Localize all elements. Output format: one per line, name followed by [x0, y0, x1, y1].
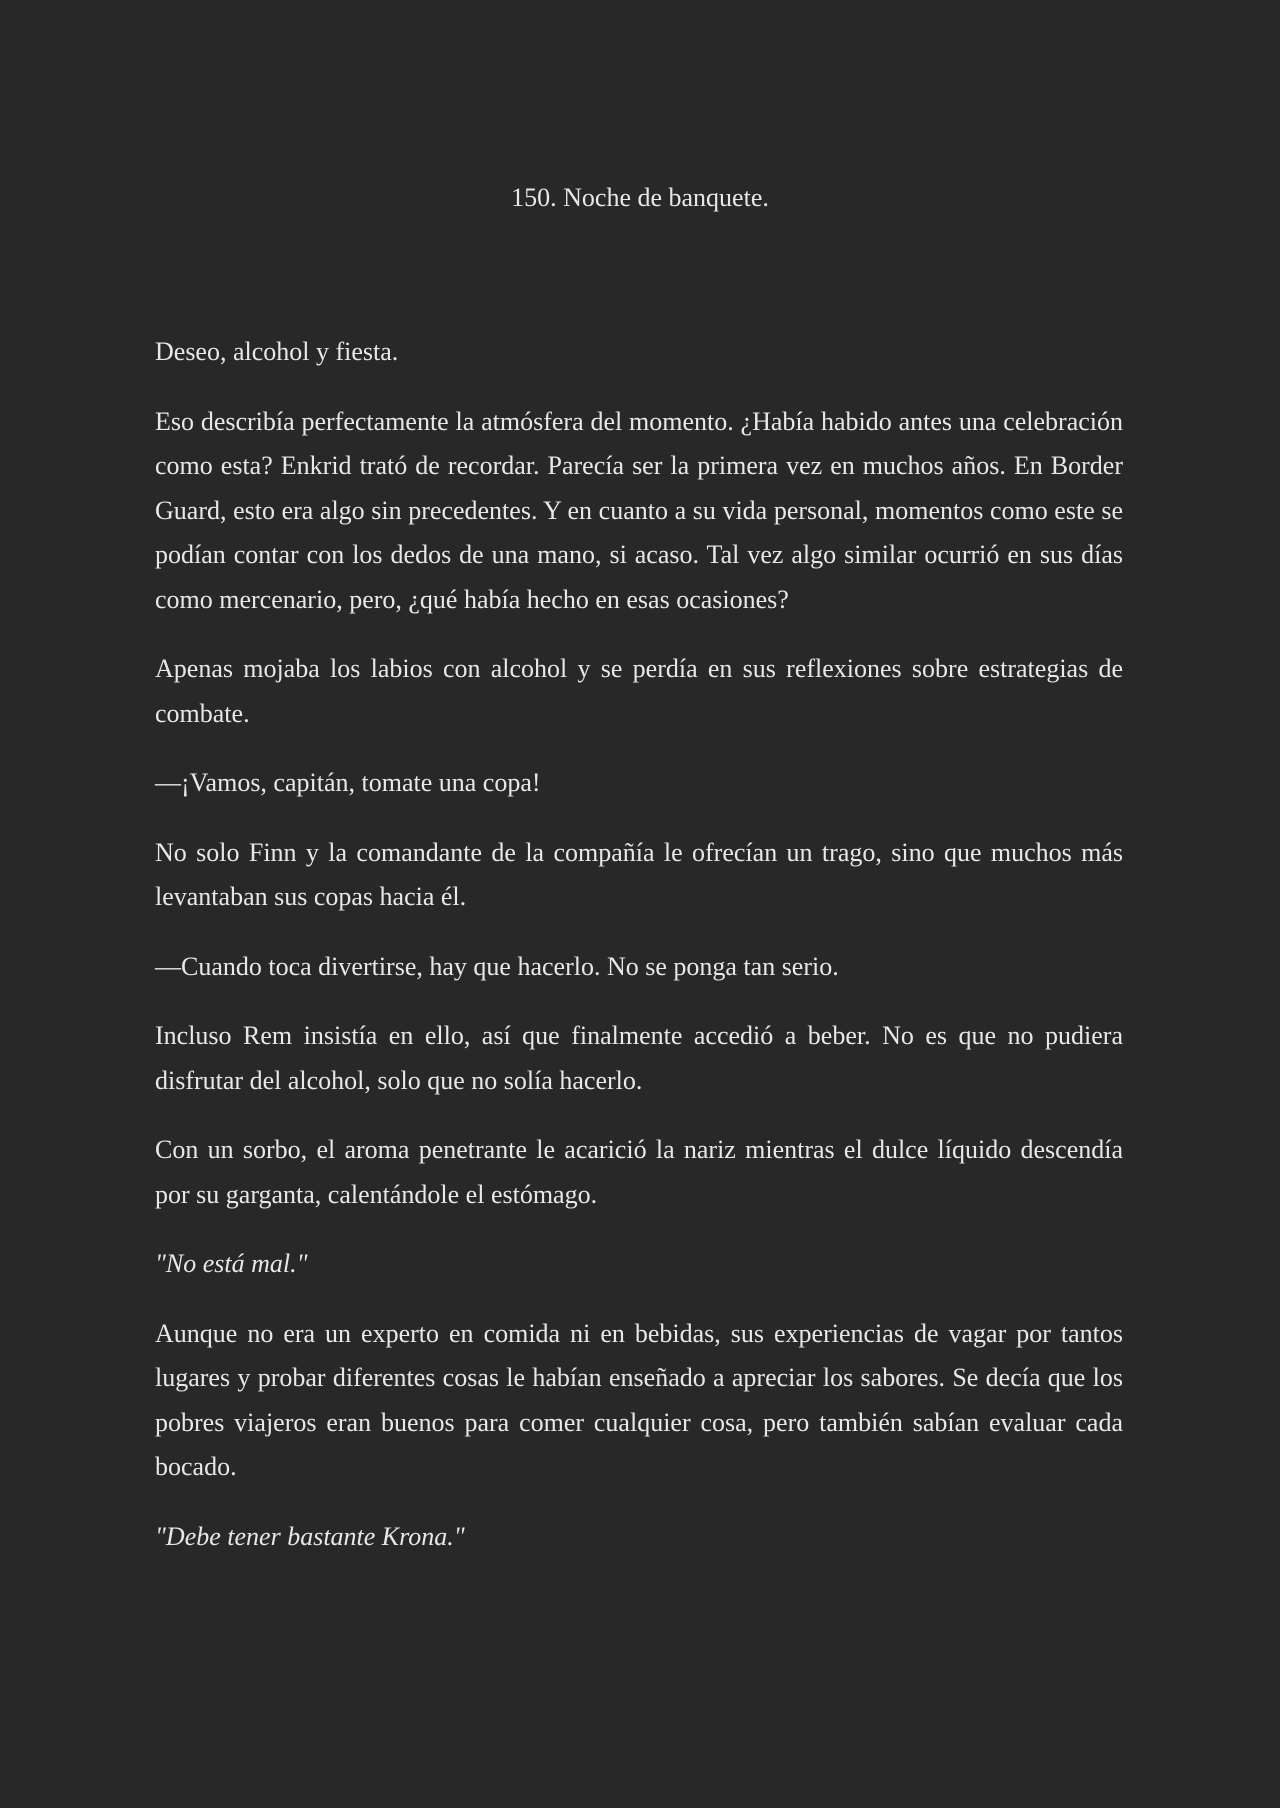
- paragraph: Deseo, alcohol y fiesta.: [155, 337, 399, 366]
- paragraph: Eso describía perfectamente la atmósfera del momento. ¿Había habido antes una celebración como esta? Enkrid trató de recordar. Parecía ser la primera vez en muchos años. En Border Guard, esto era algo sin precedentes. Y en cuanto a su vida personal, momentos como este se podían contar con los dedos de una mano, si acaso. Tal vez algo similar ocurrió en sus días como mercenario, pero, ¿qué había hecho en esas ocasiones?: [155, 406, 1123, 614]
- paragraph: Con un sorbo, el aroma penetrante le acarició la nariz mientras el dulce líquido descendía por su garganta, calentándole el estómago.: [155, 1135, 1123, 1209]
- chapter-body: [155, 330, 1123, 1584]
- paragraph: Incluso Rem insistía en ello, así que finalmente accedió a beber. No es que no pudiera disfrutar del alcohol, solo que no solía hacerlo.: [155, 1021, 1123, 1095]
- paragraph: No solo Finn y la comandante de la compañía le ofrecían un trago, sino que muchos más levantaban sus copas hacia él.: [155, 837, 1123, 911]
- chapter-title: 150. Noche de banquete.: [511, 183, 769, 212]
- dialogue-paragraph: —Cuando toca divertirse, hay que hacerlo. No se ponga tan serio.: [155, 951, 839, 981]
- dialogue-paragraph: —¡Vamos, capitán, tomate una copa!: [155, 768, 541, 797]
- thought-paragraph: "Debe tener bastante Krona.": [155, 1521, 465, 1551]
- paragraph: Aunque no era un experto en comida ni en bebidas, sus experiencias de vagar por tantos lugares y probar diferentes cosas le habían enseñado a apreciar los sabores. Se decía que los pobres viajeros eran buenos para comer cualquier cosa, pero también sabían evaluar cada bocado.: [155, 1318, 1123, 1481]
- thought-paragraph: "No está mal.": [155, 1249, 308, 1278]
- paragraph: Apenas mojaba los labios con alcohol y se perdía en sus reflexiones sobre estrategias de combate.: [155, 654, 1123, 728]
